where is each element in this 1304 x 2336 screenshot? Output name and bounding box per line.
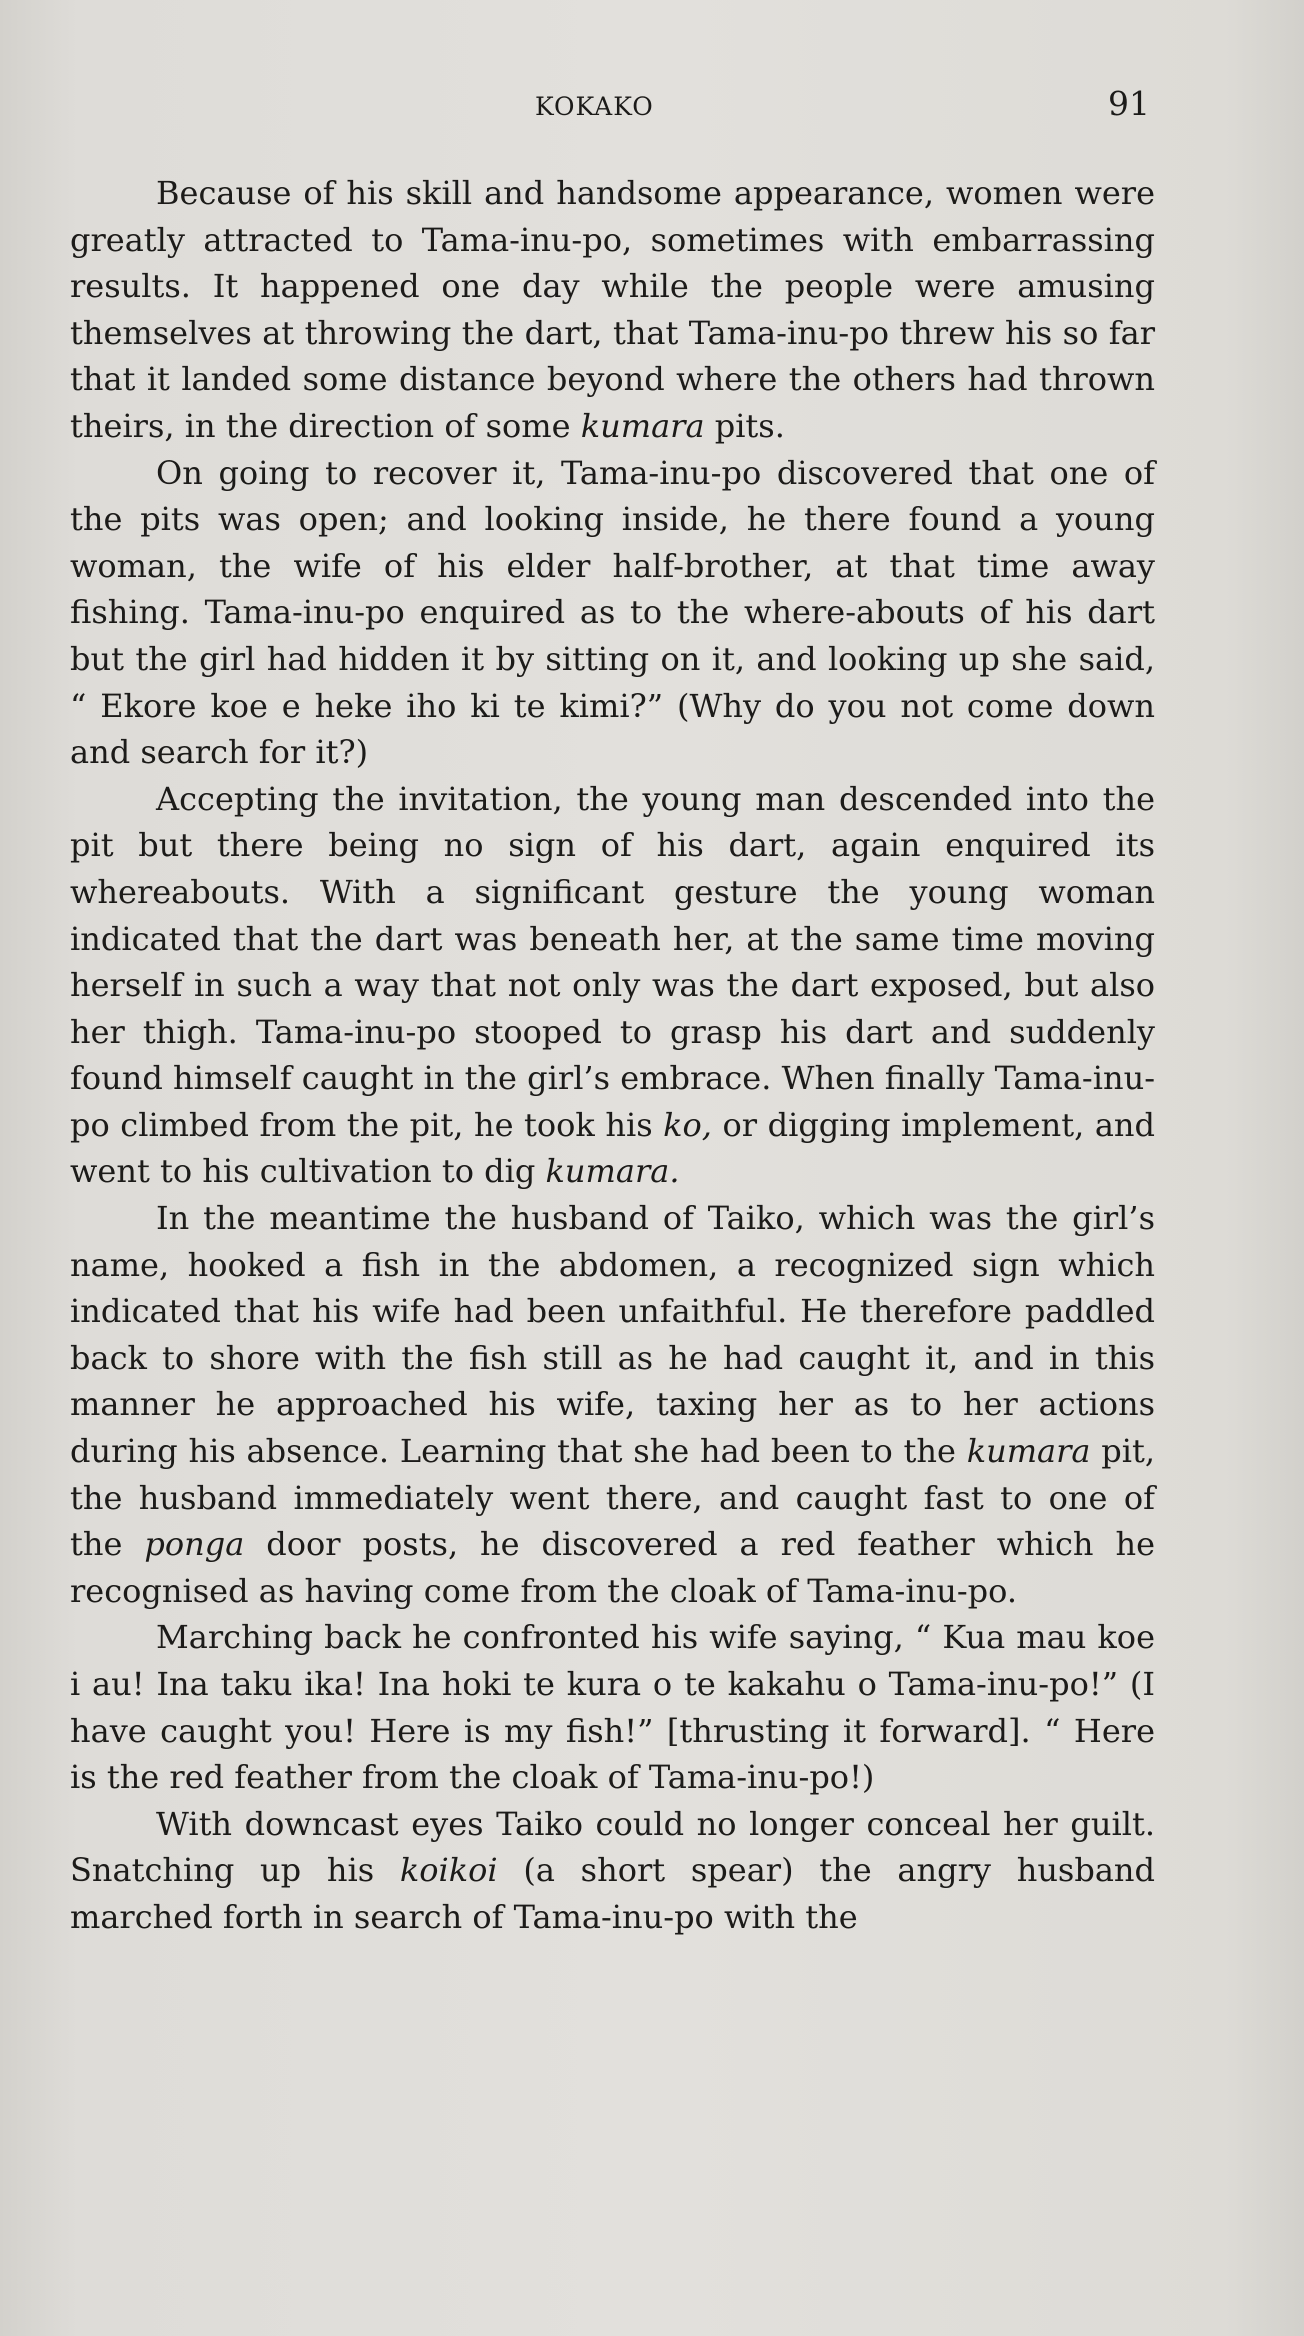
text-span: With downcast eyes Taiko could no longer conceal her guilt. Snatching up his [70, 1804, 1155, 1890]
page-number: 91 [1108, 84, 1150, 123]
italic-term-koikoi: koikoi [399, 1851, 498, 1890]
italic-term-ko: ko, [663, 1105, 712, 1144]
italic-term-ponga: ponga [144, 1525, 245, 1564]
running-head [0, 84, 1304, 123]
text-span: In the meantime the husband of Taiko, which was the girl’s name, hooked a fish in the abdomen, a recognized sign which indicated that his wife had been unfaithful. He therefore paddled back to shore with the fish still as he had caught it, and in this manner he approached his wife, taxing her as to her actions during his absence. Learning that she had been to the [70, 1199, 1155, 1471]
text-span: Marching back he confronted his wife saying, “ Kua mau koe i au! Ina taku ika! Ina hoki te kura o te kakahu o Tama-inu-po!” (I have caught you! Here is my fish!” [thrusting it forward]. “ Here is the red feather from the cloak of Tama-inu-po!) [70, 1618, 1155, 1797]
text-span: or digging implement, and went to his cultivation to dig [70, 1105, 1155, 1191]
running-title: KOKAKO [535, 92, 654, 121]
paragraph-kumara-pit [70, 450, 1155, 776]
paragraph-confrontation [70, 1614, 1155, 1800]
paragraph-husband-returns [70, 1195, 1155, 1614]
paragraph-guilt [70, 1801, 1155, 1941]
body-text [70, 170, 1155, 1941]
paragraph-invitation [70, 776, 1155, 1195]
italic-term-kumara: kumara [580, 406, 705, 445]
text-span: pit, the husband immediately went there, and caught fast to one of the [70, 1432, 1156, 1564]
text-span: (a short spear) the angry husband marched forth in search of Tama-inu-po with the [70, 1851, 1155, 1936]
text-span: door posts, he discovered a red feather which he recognised as having come from the cloak of Tama-inu-po. [70, 1525, 1156, 1610]
text-span: Because of his skill and handsome appearance, women were greatly attracted to Tama-inu-po, sometimes with embarrassing results. It happened one day while the people were amusing themselves at throwing the dart, that Tama-inu-po threw his so far that it landed some distance beyond where the others had thrown theirs, in the direction of some [70, 174, 1155, 445]
paragraph-dart-throwing [70, 170, 1155, 450]
text-span: pits. [704, 406, 785, 445]
italic-term-kumara: kumara [966, 1432, 1091, 1471]
text-span: Accepting the invitation, the young man descended into the pit but there being no sign of his dart, again enquired its whereabouts. With a significant gesture the young woman indicated that the dart was beneath her, at the same time moving herself in such a way that not only was the dart exposed, but also her thigh. Tama-inu-po stooped to grasp his dart and suddenly found himself caught in the girl’s embrace. When finally Tama-inu-po climbed from the pit, he took his [70, 779, 1155, 1144]
text-span: On going to recover it, Tama-inu-po discovered that one of the pits was open; and looking inside, he there found a young woman, the wife of his elder half-brother, at that time away fishing. Tama-inu-po enquired as to the where-abouts of his dart but the girl had hidden it by sitting on it, and looking up she said, “ Ekore koe e heke iho ki te kimi?” (Why do you not come down and search for it?) [70, 453, 1155, 772]
italic-term-kumara: kumara. [545, 1152, 680, 1191]
